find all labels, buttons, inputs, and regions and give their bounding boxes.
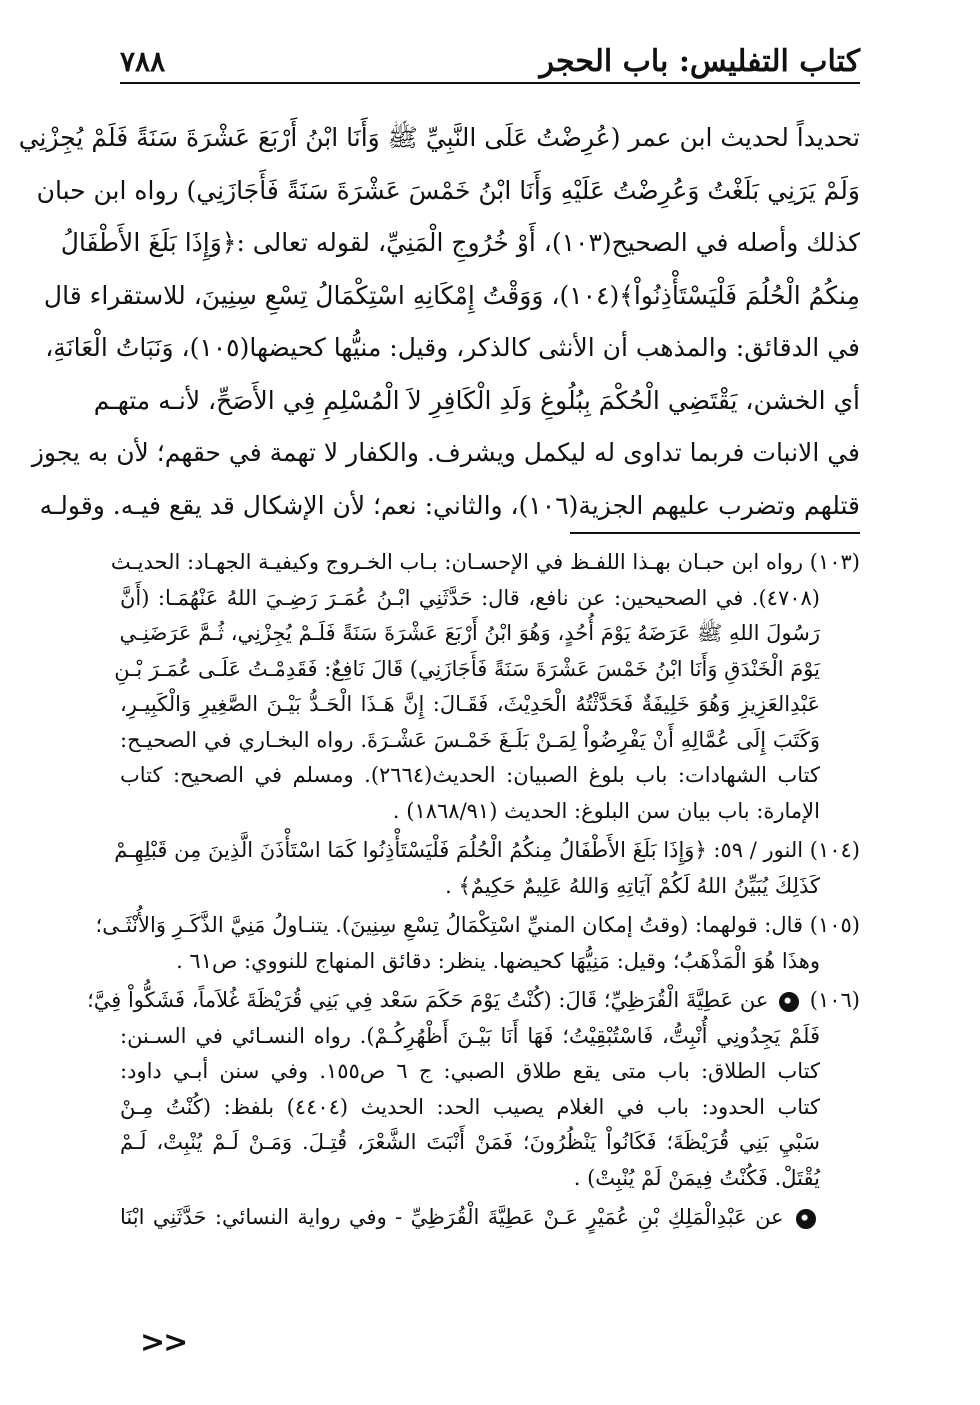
footnote-number: (١٠٦) [809,988,860,1012]
footnote-104 [114,833,860,869]
footnote-separator [570,532,860,534]
hadith-marker-icon [779,992,799,1012]
footnote-number: (١٠٣) [809,550,860,574]
text-line: مِنكُمُ الْحُلُمَ فَلْيَسْتَأْذِنُواْ﴾(١٠٤)، وَوَقْتُ إِمْكَانِهِ اسْتِكْمَالُ تِسْعِ سِنِينَ، للاستقراء قال [43,280,860,310]
footnote-103 [110,545,860,581]
footnote-line: وَكَتَبَ إِلَى عُمَّالِهِ أَنْ يَفْرِضُواْ لِمَـنْ بَلَـغَ خَمْـسَ عَشْـرَةَ. رواه البخـاري في الصحيـح: [120,727,820,752]
footnote-line: كتاب الطلاق: باب متى يقع طلاق الصبي: ج ٦ ص١٥٥. وفي سنن أبـي داود: [120,1059,820,1083]
footnote-line: كتاب الحدود: باب في الغلام يصيب الحد: الحديث (٤٤٠٤) بلفظ: (كُنْتُ مِـنْ [120,1094,820,1119]
text-line: أي الخشن، يَقْتَضِي الْحُكْمَ بِبُلُوغِ وَلَدِ الْكَافِرِ لاَ الْمُسْلِمِ فِي الأَصَحِّ، لأنـه متهـم [93,385,860,415]
footnote-line: (٤٧٠٨). في الصحيحين: عن نافع، قال: حَدَّثَنِي ابْـنُ عُمَـرَ رَضِـيَ اللهُ عَنْهُمَـا: (أَنَّ [120,585,820,610]
footnote-line: كَذَلِكَ يُبَيِّنُ اللهُ لَكُمْ آيَاتِهِ وَاللهُ عَلِيمٌ حَكِيمٌ﴾ . [445,873,820,898]
footnote-number: (١٠٤) [809,838,860,862]
footnote-text: النور / ٥٩: ﴿وَإِذَا بَلَغَ الأَطْفَالُ مِنكُمُ الْحُلُمَ فَلْيَسْتَأْذِنُوا كَمَا اسْتَأْذَنَ الَّذِينَ مِن قَبْلِهِـمْ [114,838,804,862]
text-line: في الدقائق: والمذهب أن الأنثى كالذكر، وقيل: منيُّها كحيضها(١٠٥)، وَنَبَاتُ الْعَانَةِ، [45,333,860,362]
continuation-mark: << [140,1325,187,1360]
text-line: كذلك وأصله في الصحيح(١٠٣)، أَوْ خُرُوجِ الْمَنِيِّ، لقوله تعالى :﴿وَإِذَا بَلَغَ الأَطْفَالُ [60,228,860,257]
hadith-marker-icon [796,1209,816,1229]
footnote-line: سَبْيِ بَنِي قُرَيْظَةَ؛ فَكَانُواْ يَنْظُرُونَ؛ فَمَنْ أَنْبَتَ الشَّعْرَ، قُتِـلَ. وَمَـنْ لَـمْ يُنْبِتْ، لَـمْ [120,1130,820,1154]
text-line: تحديداً لحديث ابن عمر (عُرِضْتُ عَلَى النَّبِيِّ ﷺ وَأَنَا ابْنُ أَرْبَعَ عَشْرَةَ سَنَةً فَلَمْ يُجِزْنِي [18,123,860,152]
footnote-text: عن عَطِيَّةَ الْقُرَظِيِّ؛ قَالَ: (كُنْتُ يَوْمَ حَكَمَ سَعْد فِي بَنِي قُرَيْظَةَ غُلاَماً، فَشَكُّواْ فِيَّ؛ [87,988,769,1012]
text-line: قتلهم وتضرب عليهم الجزية(١٠٦)، والثاني: نعم؛ لأن الإشكال قد يقع فيـه. وقولـه [39,490,860,520]
text-line: وَلَمْ يَرَنِي بَلَغْتُ وَعُرِضْتُ عَلَيْهِ وَأَنَا ابْنُ خَمْسَ عَشْرَةَ سَنَةً فَأَجَازَنِي) رواه ابن حبان [36,175,860,205]
footnote-number: (١٠٥) [809,913,860,937]
footnote-line: وهذَا هُوَ الْمَذْهَبُ؛ وقيل: مَنِيُّهَا كحيضها. ينظر: دقائق المنهاج للنووي: ص٦١ . [176,948,820,973]
footnote-line: الإمارة: باب بيان سن البلوغ: الحديث (١٨٦٨/٩١) . [392,798,820,823]
footnote-line: فَلَمْ يَجِدُونِي أُنْبِتُّ، فَاسْتُبْقِيْتُ؛ فَهَا أَنَا بَيْـنَ أَظْهُرِكُـمْ). رواه النسـائي في السـنن: [120,1023,820,1048]
main-text [18,112,860,532]
footnote-line: يَوْمَ الْخَنْدَقِ وَأَنَا ابْنُ خَمْسَ عَشْرَةَ سَنَةً فَأَجَازَنِي) قَالَ نَافِعٌ: فَقَدِمْـتُ عَلَـى عُمَـرَ بْـنِ [114,656,820,681]
chapter-title: كتاب التفليس: باب الحجر [529,42,860,82]
footnote-line: رَسُولَ اللهِ ﷺ عَرَضَهُ يَوْمَ أُحُدٍ، وَهُوَ ابْنُ أَرْبَعَ عَشْرَةَ سَنَةً فَلَـمْ يُجِزْنِي، ثُـمَّ عَرَضَنِـي [119,621,820,645]
footnotes [87,545,860,1236]
footnote-text: قال: قولهما: (وقتُ إمكان المنيِّ اسْتِكْمَالُ تِسْعِ سِنِينَ). يتنـاولُ مَنِيَّ الذَّكَـرِ وَالأُنْثَـى؛ [95,913,804,937]
footnote-line [120,1200,860,1236]
footnote-line: عَبْدِالعَزِيزِ وَهُوَ خَلِيفَةٌ فَحَدَّثْتُهُ الْحَدِيْثَ، فَقَـالَ: إِنَّ هَـذَا الْحَـدُّ بَيْـنَ الصَّغِيرِ وَالْكَبِيـرِ، [120,692,820,716]
page-number: ٧٨٨ [120,42,173,82]
text-line: في الانبات فربما تداوى له ليكمل ويشرف. والكفار لا تهمة في حقهم؛ لأن به يجوز [31,438,860,467]
footnote-106 [87,983,860,1019]
footnote-text: رواه ابن حبـان بهـذا اللفـظ في الإحسـان: بـاب الخـروج وكيفيـة الجهـاد: الحديـث [110,550,804,574]
footnote-line: كتاب الشهادات: باب بلوغ الصبيان: الحديث(٢٦٦٤). ومسلم في الصحيح: كتاب [120,763,820,787]
footnote-text: عن عَبْدِالْمَلِكِ بْنِ عُمَيْرٍ عَـنْ عَطِيَّةَ الْقُرَظِيِّ - وفي رواية النسائي: حَدَّثَنِي ابْنَا [120,1205,784,1229]
footnote-105 [95,908,860,944]
footnote-line: يُقْتَلْ. فَكُنْتُ فِيمَنْ لَمْ يُنْبِتْ) . [573,1165,820,1190]
running-header [120,38,860,84]
